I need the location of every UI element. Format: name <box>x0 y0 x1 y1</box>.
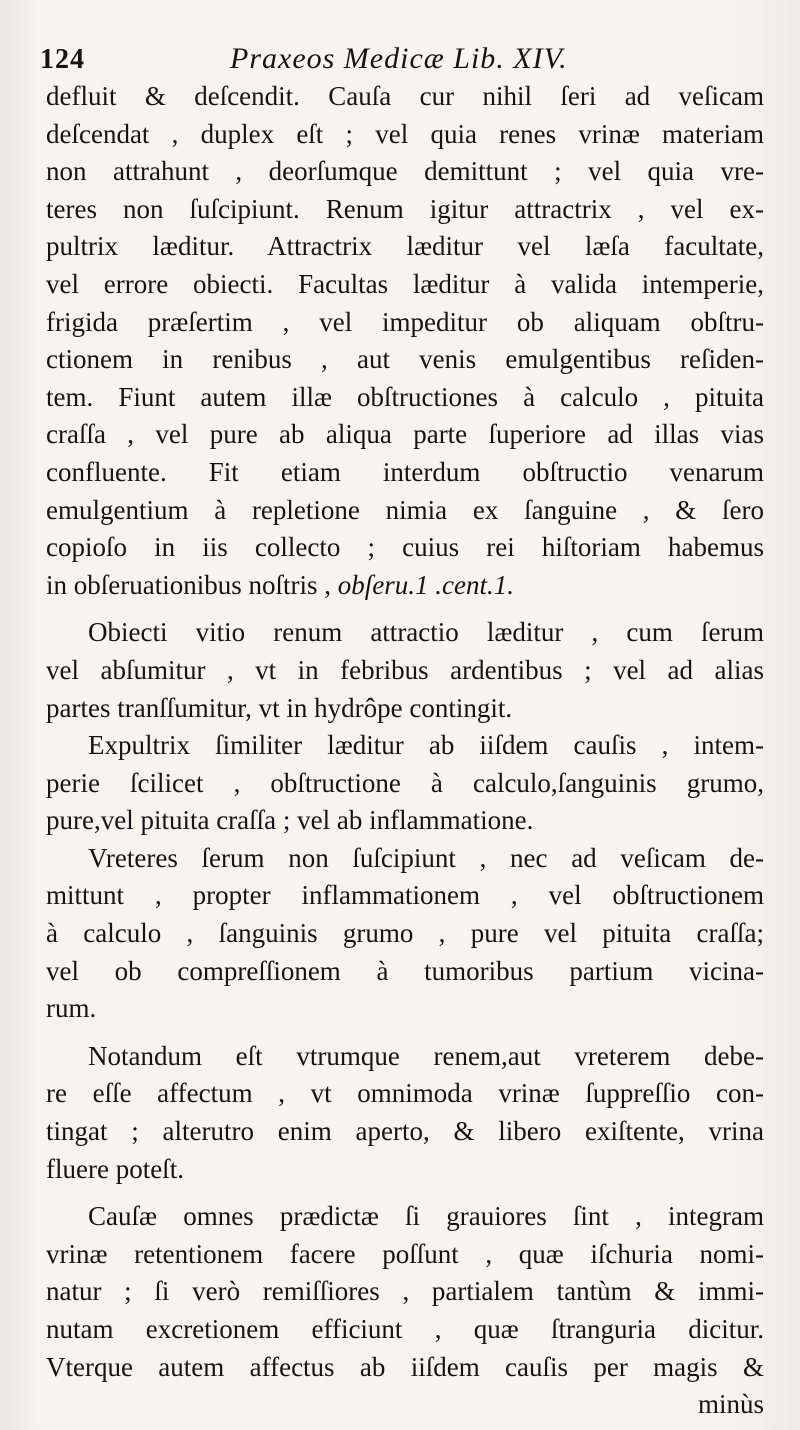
body-text <box>46 78 764 1424</box>
text-line: vel ob compreſſionem à tumoribus partium vicina- <box>46 955 764 986</box>
text-line: rum. <box>46 993 97 1024</box>
text-line: nutam excretionem efficiunt , quæ ſtranguria dicitur. <box>46 1314 764 1344</box>
text-line: copioſo in iis collecto ; cuius rei hiſtoriam habemus <box>46 532 764 563</box>
text-line: Notandum eſt vtrumque renem,aut vreterem debe- <box>88 1040 764 1071</box>
page-header <box>40 38 760 82</box>
text-line: à calculo , ſanguinis grumo , pure vel pituita craſſa; <box>46 918 764 949</box>
text-line: perie ſcilicet , obſtructione à calculo,ſanguinis grumo, <box>46 767 764 798</box>
text-line-start: in obſeruationibus noſtris , <box>46 569 338 600</box>
text-line: fluere poteſt. <box>46 1153 184 1184</box>
text-line: re eſſe affectum , vt omnimoda vrinæ ſuppreſſio con- <box>46 1078 764 1109</box>
text-line: vrinæ retentionem facere poſſunt , quæ iſchuria nomi- <box>46 1238 764 1269</box>
text-line: ctionem in renibus , aut venis emulgentibus reſiden- <box>46 344 764 375</box>
text-line: tingat ; alterutro enim aperto, & libero exiſtente, vrina <box>46 1116 764 1147</box>
text-line: Vreteres ſerum non ſuſcipiunt , nec ad veſicam de- <box>88 842 764 873</box>
text-line: natur ; ſi verò remiſſiores , partialem tantùm & immi- <box>46 1276 764 1307</box>
paragraph-gap <box>46 1028 764 1038</box>
text-line: frigida præſertim , vel impeditur ob aliquam obſtru- <box>46 306 764 337</box>
page-number: 124 <box>40 44 85 75</box>
text-line: defluit & deſcendit. Cauſa cur nihil ſeri ad veſicam <box>46 81 764 111</box>
text-line: vel errore obiecti. Facultas læditur à valida intemperie, <box>46 268 764 299</box>
text-line: mittunt , propter inflammationem , vel obſtructionem <box>46 880 764 911</box>
text-line: confluente. Fit etiam interdum obſtructio venarum <box>46 456 764 487</box>
catchword: minùs <box>697 1389 764 1420</box>
text-line: teres non ſuſcipiunt. Renum igitur attractrix , vel ex- <box>46 193 764 224</box>
text-line: tem. Fiunt autem illæ obſtructiones à calculo , pituita <box>46 381 764 412</box>
text-line: pure,vel pituita craſſa ; vel ab inflammatione. <box>46 805 534 836</box>
text-line: non attrahunt , deorſumque demittunt ; vel quia vre- <box>46 156 764 187</box>
text-line-with-citation <box>46 567 764 605</box>
text-line: Cauſæ omnes prædictæ ſi grauiores ſint , integram <box>88 1201 764 1232</box>
text-line: deſcendat , duplex eſt ; vel quia renes vrinæ materiam <box>46 118 764 149</box>
text-line: Obiecti vitio renum attractio læditur , cum ſerum <box>88 617 764 648</box>
running-title: Praxeos Medicæ Lib. XIV. <box>230 42 568 75</box>
text-line: Expultrix ſimiliter læditur ab iiſdem cauſis , intem- <box>88 730 764 761</box>
citation: obſeru.1 .cent.1. <box>337 569 514 600</box>
paragraph-gap <box>46 1188 764 1198</box>
text-line: craſſa , vel pure ab aliqua parte ſuperiore ad illas vias <box>46 419 764 450</box>
text-line: emulgentium à repletione nimia ex ſanguine , & ſero <box>46 494 764 525</box>
text-line: Vterque autem affectus ab iiſdem cauſis per magis & <box>46 1351 764 1382</box>
text-line: vel abſumitur , vt in febribus ardentibus ; vel ad alias <box>46 654 764 685</box>
text-line: partes tranſſumitur, vt in hydrôpe contingit. <box>46 692 513 723</box>
text-line: pultrix læditur. Attractrix læditur vel læſa facultate, <box>46 231 764 262</box>
paragraph-gap <box>46 604 764 614</box>
